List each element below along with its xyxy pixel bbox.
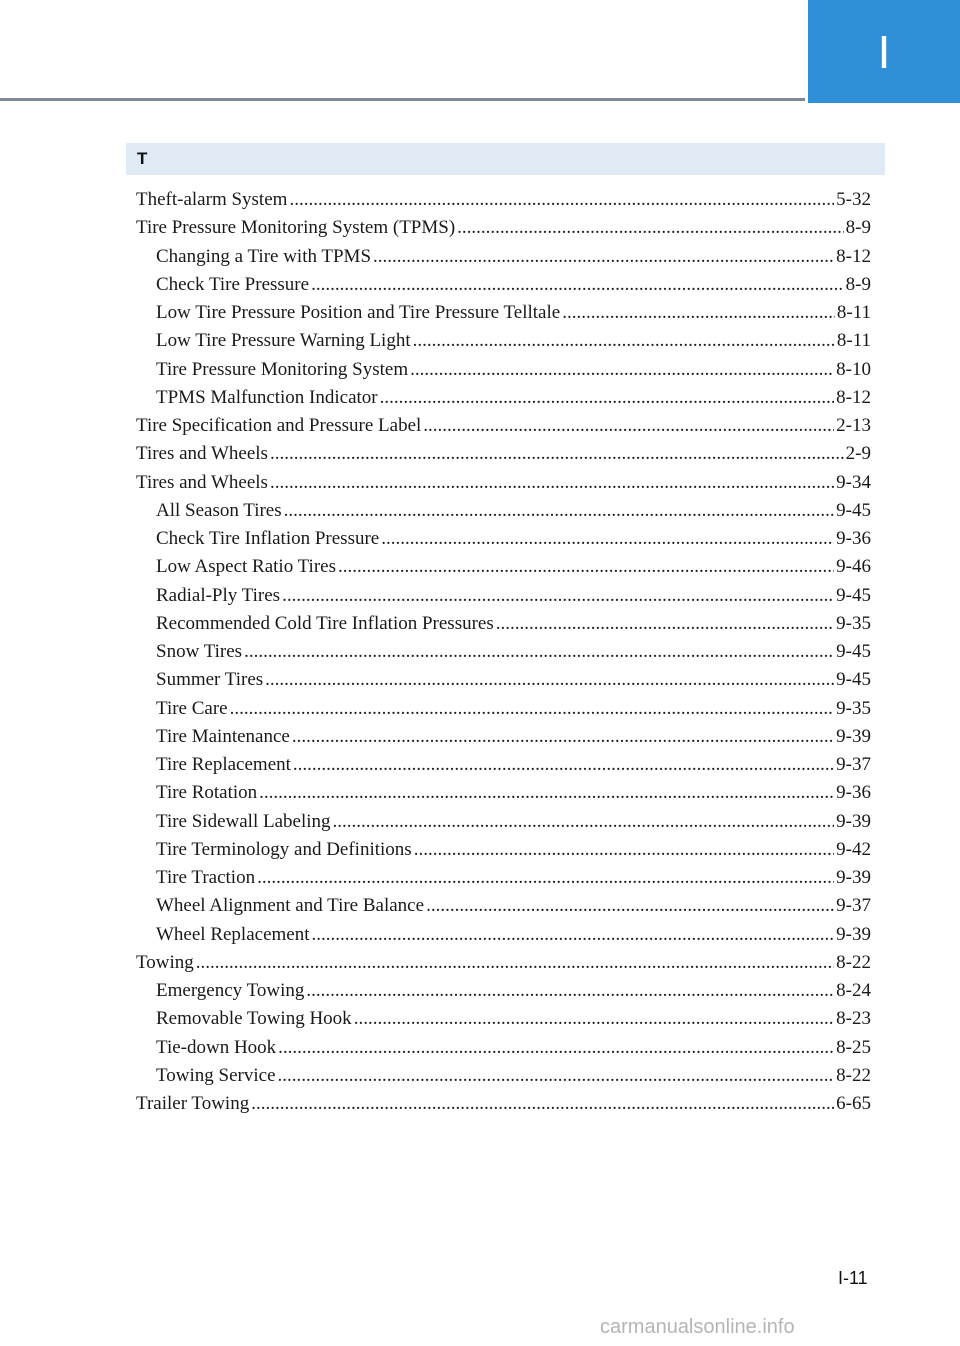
dot-leader — [413, 327, 835, 355]
entry-label: Tire Care — [156, 697, 228, 719]
entry-label: Emergency Towing — [156, 980, 305, 1001]
entry-label: Trailer Towing — [136, 1093, 250, 1114]
index-entry-list — [136, 186, 871, 1118]
entry-page-ref: 6-65 — [836, 1093, 871, 1114]
entry-page-ref: 9-46 — [836, 556, 871, 578]
entry-page-ref: 8-12 — [836, 245, 871, 267]
index-subentry[interactable] — [136, 977, 871, 1005]
dot-leader — [311, 271, 844, 299]
entry-label: Tire Pressure Monitoring System (TPMS) — [136, 217, 456, 239]
entry-page-ref: 9-45 — [836, 641, 871, 662]
entry-page-ref: 9-39 — [836, 923, 871, 945]
watermark: carmanualsonline.info — [600, 1316, 795, 1338]
entry-page-ref: 9-35 — [836, 612, 871, 634]
entry-label: Theft-alarm System — [136, 189, 288, 210]
entry-page-ref: 2-9 — [845, 443, 871, 465]
entry-page-ref: 8-12 — [836, 386, 871, 408]
dot-leader — [423, 412, 834, 440]
dot-leader — [333, 808, 835, 836]
entry-label: Towing — [136, 951, 194, 973]
index-subentry[interactable] — [136, 864, 871, 892]
entry-label: Recommended Cold Tire Inflation Pressures — [156, 612, 494, 634]
entry-label: Tires and Wheels — [136, 471, 268, 493]
dot-leader — [562, 299, 835, 327]
entry-page-ref: 9-35 — [836, 697, 871, 719]
index-subentry[interactable] — [136, 695, 871, 723]
index-subentry[interactable] — [136, 1005, 871, 1033]
entry-page-ref: 9-39 — [836, 725, 871, 747]
entry-label: Tires and Wheels — [136, 443, 268, 465]
dot-leader — [278, 1062, 835, 1090]
entry-page-ref: 9-39 — [836, 810, 871, 832]
dot-leader — [282, 582, 834, 610]
dot-leader — [373, 243, 834, 271]
entry-label: All Season Tires — [156, 499, 282, 521]
entry-page-ref: 8-10 — [836, 358, 871, 380]
entry-label: Tire Rotation — [156, 782, 258, 804]
dot-leader — [354, 1005, 834, 1033]
entry-page-ref: 8-22 — [836, 1064, 871, 1086]
index-subentry[interactable] — [136, 525, 871, 553]
entry-page-ref: 9-45 — [836, 669, 871, 691]
entry-page-ref: 8-23 — [836, 1008, 871, 1030]
index-subentry[interactable] — [136, 1034, 871, 1062]
entry-label: Tire Traction — [156, 867, 256, 888]
entry-label: Snow Tires — [156, 641, 243, 662]
index-subentry[interactable] — [136, 666, 871, 694]
entry-label: Low Tire Pressure Warning Light — [156, 330, 411, 352]
entry-label: Towing Service — [156, 1064, 276, 1086]
index-subentry[interactable] — [136, 892, 871, 920]
index-entry[interactable] — [136, 949, 871, 977]
index-entry[interactable] — [136, 440, 871, 468]
index-entry[interactable] — [136, 214, 871, 242]
index-subentry[interactable] — [136, 1062, 871, 1090]
entry-label: Check Tire Pressure — [156, 273, 310, 295]
entry-page-ref: 9-36 — [836, 528, 871, 549]
entry-label: Radial-Ply Tires — [156, 584, 281, 606]
index-entry[interactable] — [136, 1090, 871, 1118]
entry-page-ref: 8-9 — [845, 273, 871, 295]
index-subentry[interactable] — [136, 723, 871, 751]
entry-page-ref: 9-36 — [836, 782, 871, 804]
dot-leader — [251, 1090, 834, 1118]
entry-page-ref: 8-24 — [836, 980, 871, 1001]
index-entry[interactable] — [136, 186, 871, 214]
index-subentry[interactable] — [136, 638, 871, 666]
index-subentry[interactable] — [136, 497, 871, 525]
entry-label: Wheel Replacement — [156, 923, 310, 945]
dot-leader — [244, 638, 834, 666]
entry-label: Tire Terminology and Definitions — [156, 838, 412, 860]
entry-label: Low Tire Pressure Position and Tire Pressure Telltale — [156, 302, 561, 323]
entry-page-ref: 9-39 — [836, 867, 871, 888]
entry-label: Tie-down Hook — [156, 1036, 277, 1058]
dot-leader — [270, 469, 834, 497]
entry-label: Tire Replacement — [156, 754, 291, 775]
entry-label: Low Aspect Ratio Tires — [156, 556, 336, 578]
entry-page-ref: 9-37 — [836, 754, 871, 775]
entry-label: Tire Specification and Pressure Label — [136, 415, 422, 436]
dot-leader — [278, 1034, 834, 1062]
entry-page-ref: 2-13 — [836, 415, 871, 436]
dot-leader — [289, 186, 834, 214]
entry-label: Check Tire Inflation Pressure — [156, 528, 380, 549]
dot-leader — [426, 892, 834, 920]
index-subentry[interactable] — [136, 384, 871, 412]
index-subentry[interactable] — [136, 271, 871, 299]
entry-page-ref: 5-32 — [836, 189, 871, 210]
index-entry[interactable] — [136, 412, 871, 440]
entry-page-ref: 8-25 — [836, 1036, 871, 1058]
entry-label: Wheel Alignment and Tire Balance — [156, 895, 425, 917]
index-subentry[interactable] — [136, 356, 871, 384]
index-subentry[interactable] — [136, 299, 871, 327]
dot-leader — [381, 525, 834, 553]
dot-leader — [196, 949, 834, 977]
dot-leader — [414, 836, 834, 864]
entry-label: Tire Sidewall Labeling — [156, 810, 331, 832]
dot-leader — [306, 977, 834, 1005]
dot-leader — [457, 214, 844, 242]
entry-page-ref: 8-11 — [836, 302, 871, 323]
entry-label: TPMS Malfunction Indicator — [156, 386, 378, 408]
page-number: I-11 — [838, 1268, 868, 1288]
dot-leader — [257, 864, 834, 892]
dot-leader — [312, 921, 835, 949]
dot-leader — [380, 384, 835, 412]
entry-page-ref: 8-9 — [845, 217, 871, 239]
index-subentry[interactable] — [136, 327, 871, 355]
entry-page-ref: 9-34 — [836, 471, 871, 493]
entry-page-ref: 9-42 — [836, 838, 871, 860]
header-rule — [0, 98, 805, 101]
dot-leader — [338, 553, 834, 581]
section-letter-heading: T — [126, 143, 885, 175]
entry-label: Removable Towing Hook — [156, 1008, 352, 1030]
index-subentry[interactable] — [136, 836, 871, 864]
dot-leader — [270, 440, 844, 468]
index-subentry[interactable] — [136, 921, 871, 949]
entry-page-ref: 9-37 — [836, 895, 871, 917]
entry-page-ref: 8-11 — [836, 330, 871, 352]
chapter-tab: I — [808, 0, 960, 103]
index-subentry[interactable] — [136, 751, 871, 779]
dot-leader — [259, 779, 834, 807]
dot-leader — [284, 497, 835, 525]
index-subentry[interactable] — [136, 779, 871, 807]
dot-leader — [410, 356, 834, 384]
index-subentry[interactable] — [136, 610, 871, 638]
entry-label: Summer Tires — [156, 669, 264, 691]
entry-label: Tire Maintenance — [156, 725, 290, 747]
dot-leader — [496, 610, 834, 638]
dot-leader — [293, 751, 834, 779]
dot-leader — [230, 695, 835, 723]
entry-label: Tire Pressure Monitoring System — [156, 358, 409, 380]
index-subentry[interactable] — [136, 553, 871, 581]
index-subentry[interactable] — [136, 582, 871, 610]
dot-leader — [292, 723, 834, 751]
entry-page-ref: 9-45 — [836, 499, 871, 521]
entry-page-ref: 8-22 — [836, 951, 871, 973]
index-entry[interactable] — [136, 469, 871, 497]
dot-leader — [265, 666, 834, 694]
index-subentry[interactable] — [136, 243, 871, 271]
entry-label: Changing a Tire with TPMS — [156, 245, 372, 267]
entry-page-ref: 9-45 — [836, 584, 871, 606]
index-subentry[interactable] — [136, 808, 871, 836]
